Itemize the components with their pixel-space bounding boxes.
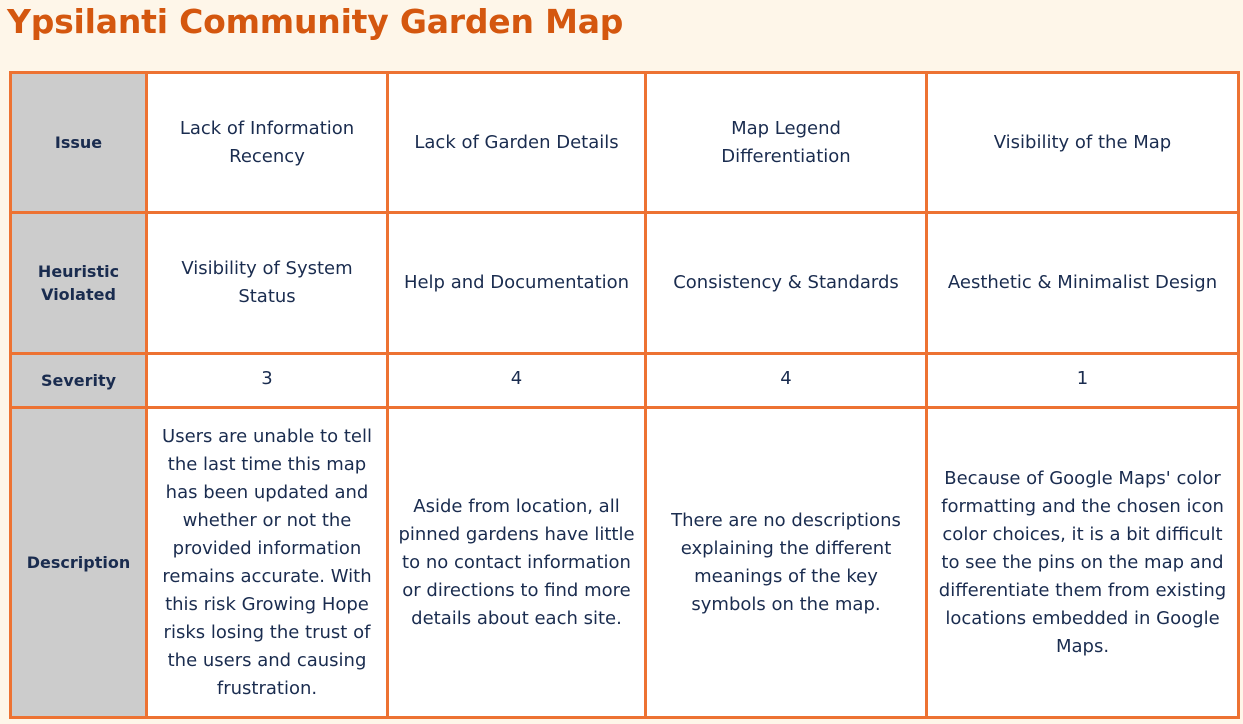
row-header-heuristic: Heuristic Violated [11,213,147,354]
severity-cell: 4 [646,354,927,408]
row-header-issue: Issue [11,73,147,213]
severity-cell: 3 [147,354,388,408]
heuristic-cell: Help and Documentation [388,213,646,354]
issue-cell: Lack of Information Recency [147,73,388,213]
issue-row [11,73,1239,213]
severity-row [11,354,1239,408]
page-title: Ypsilanti Community Garden Map [7,2,624,41]
heuristic-row [11,213,1239,354]
heuristic-cell: Aesthetic & Minimalist Design [927,213,1239,354]
heuristic-cell: Visibility of System Status [147,213,388,354]
description-cell: Users are unable to tell the last time this map has been updated and whether or not the provided information remains accurate. With this risk Growing Hope risks losing the trust of the users and causing frustration. [147,408,388,718]
issue-cell: Map Legend Differentiation [646,73,927,213]
severity-cell: 4 [388,354,646,408]
row-header-description: Description [11,408,147,718]
description-cell: Because of Google Maps' color formatting and the chosen icon color choices, it is a bit difficult to see the pins on the map and differentiate them from existing locations embedded in Google Maps. [927,408,1239,718]
issue-cell: Lack of Garden Details [388,73,646,213]
row-header-severity: Severity [11,354,147,408]
severity-cell: 1 [927,354,1239,408]
heuristic-evaluation-table [9,71,1240,719]
heuristic-cell: Consistency & Standards [646,213,927,354]
description-cell: Aside from location, all pinned gardens have little to no contact information or directions to find more details about each site. [388,408,646,718]
issue-cell: Visibility of the Map [927,73,1239,213]
description-cell: There are no descriptions explaining the different meanings of the key symbols on the map. [646,408,927,718]
description-row [11,408,1239,718]
